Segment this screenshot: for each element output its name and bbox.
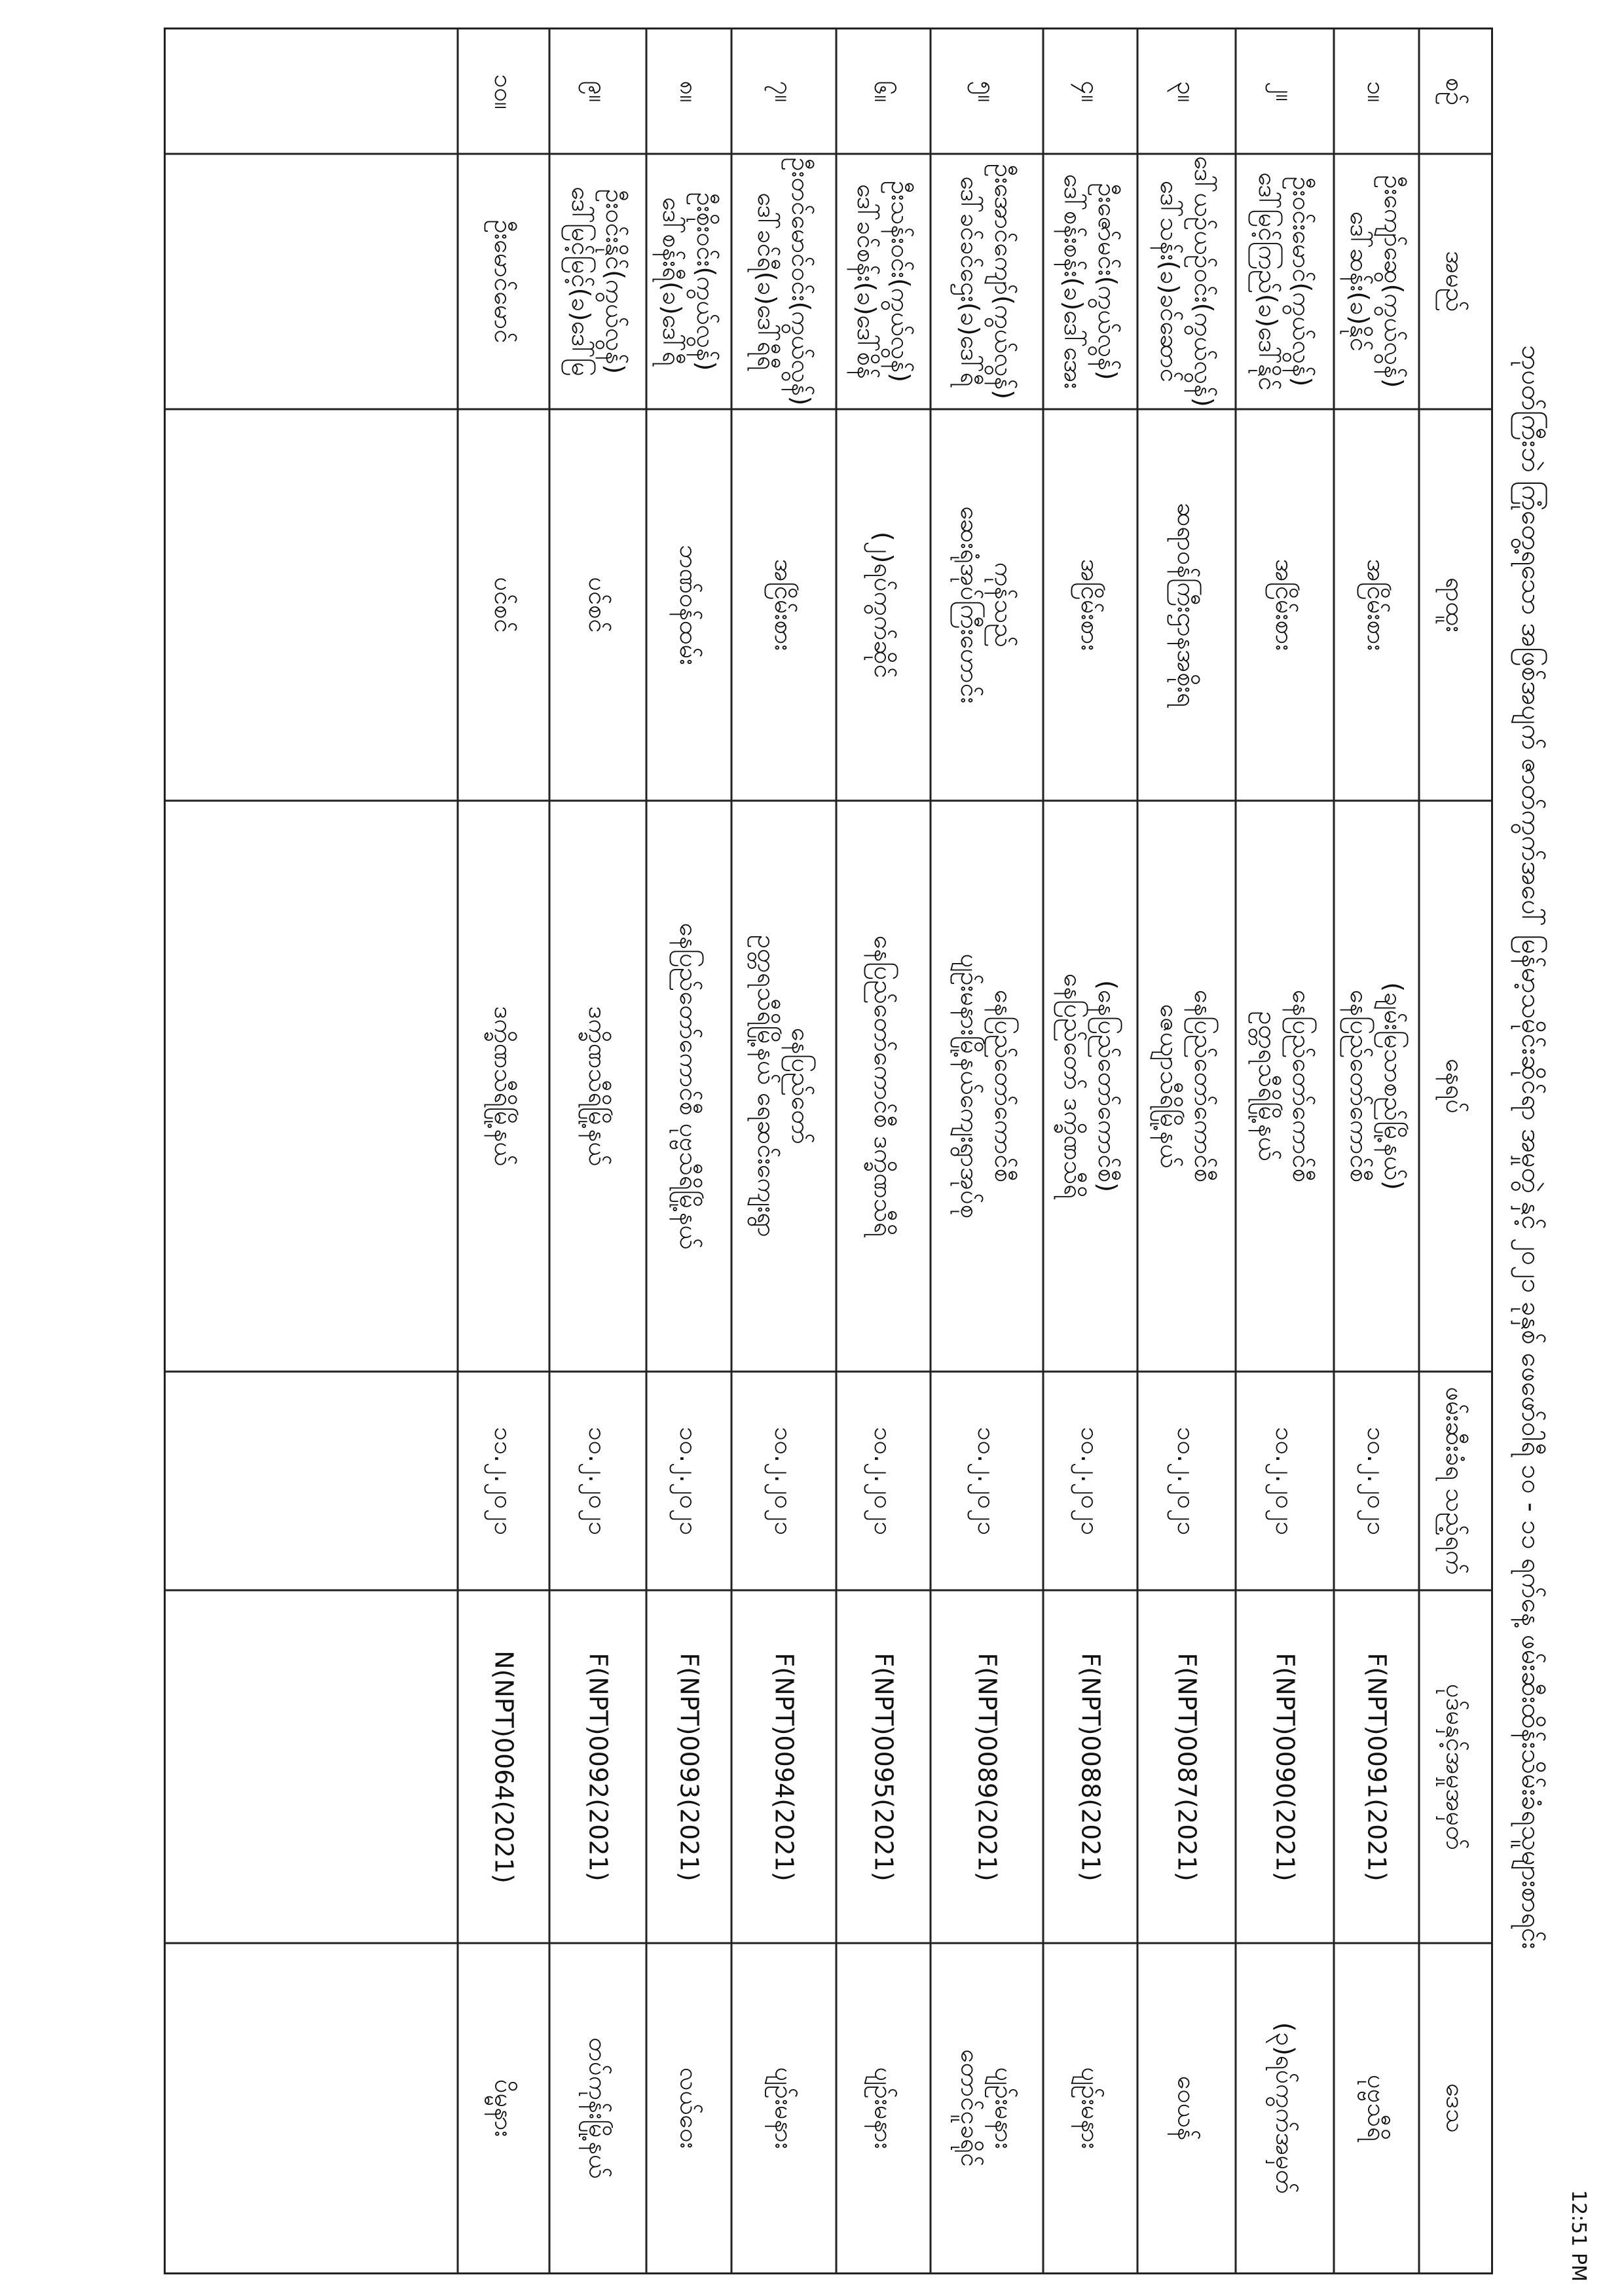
cell-address <box>652 807 726 1365</box>
cell-case <box>841 1597 925 1937</box>
cell-position <box>737 416 831 794</box>
cell-address-text: ဒက္ခိဏသီရိမြို့နယ် <box>489 1006 518 1167</box>
cell-name <box>1339 160 1414 403</box>
cell-date-text: ၁၀.၂.၂၀၂၁ <box>769 1427 798 1535</box>
cell-date-text: ၁၀.၂.၂၀၂၁ <box>1172 1427 1201 1535</box>
cell-date-text: ၁၀.၂.၂၀၂၁ <box>1076 1427 1105 1535</box>
cell-address-text: (ချမ်းမြသာစည်မြို့နယ်) <box>1379 982 1408 1190</box>
cell-region-text: တောင်ငူခရိုင် <box>955 2049 984 2167</box>
header-date-text: ဖမ်းဆီးခံရ သည့်ရက် <box>1441 1387 1469 1575</box>
cell-case <box>652 1597 726 1937</box>
cell-case <box>737 1597 831 1937</box>
cell-position-text: အငြိမ်းစား <box>1362 558 1391 651</box>
cell-case-text: F(NPT)0094(2021) <box>769 1652 798 1882</box>
cell-region-text: ပျဉ်းမနား <box>769 2066 798 2149</box>
cell-date <box>737 1378 831 1584</box>
cell-address-text: နေပြည်တော်ကောင်စီ <box>1189 989 1218 1183</box>
cell-name-text: ဒေါ်ခင်ခင်ဌေး(ခ)ဒေါ်ရီ <box>955 176 984 387</box>
cell-name-text: ဦးကျော်ဆွေ(ကွယ်လွန်) <box>1379 175 1408 388</box>
header-no-text: စဉ် <box>1441 77 1469 106</box>
cell-name <box>555 160 641 403</box>
cell-date-text: ၁၀.၂.၂၀၂၁ <box>1270 1427 1299 1535</box>
cell-no-text: ၈။ <box>674 81 703 103</box>
cell-address <box>737 807 831 1365</box>
cell-case <box>1143 1597 1230 1937</box>
cell-region-text: (၃)ရပ်ကွက်အမှတ် <box>1270 2022 1299 2194</box>
cell-no-text: ၇။ <box>769 81 798 103</box>
header-date <box>1424 1378 1486 1584</box>
cell-case <box>463 1597 544 1937</box>
cell-date <box>841 1378 925 1584</box>
cell-no-text: ၄။ <box>1076 81 1105 103</box>
cell-address-text: ဒက္ခိဏသီရိမြို့နယ် <box>583 1006 612 1167</box>
cell-no <box>936 36 1038 147</box>
header-case-text: ပုဒ်မနှင့်အမှုအမှတ် <box>1441 1683 1469 1850</box>
header-name <box>1424 160 1486 403</box>
cell-address <box>555 807 641 1365</box>
cell-no <box>463 36 544 147</box>
cell-date <box>936 1378 1038 1584</box>
cell-region <box>1143 1950 1230 2266</box>
cell-case-text: F(NPT)0095(2021) <box>869 1652 898 1882</box>
cell-position <box>936 416 1038 794</box>
header-no <box>1424 36 1486 147</box>
cell-address-text: နေပြည်တော် ဒက္ခိဏသီရိ <box>1059 973 1088 1199</box>
cell-no <box>1048 36 1132 147</box>
cell-case-text: F(NPT)0089(2021) <box>972 1652 1001 1882</box>
cell-name-text: ဒေါ်ယဉ်ယဉ်ဝင်း(ကွယ်လွန်) <box>1189 156 1218 407</box>
cell-name-text: ဒေါ်ခင်စန်း(ခ)ဒေါ်စိန် <box>852 184 881 379</box>
cell-date <box>1339 1378 1414 1584</box>
cell-region <box>1241 1950 1329 2266</box>
header-case <box>1424 1597 1486 1937</box>
cell-no-text: ၂။ <box>1270 81 1299 102</box>
document-title: ဘုပတ်ကြီးဘဲ ကြုံတွေ့ရသော အဖြစ်အပျက် ဇာတ်ကွက်အပေါ် မြန်မာ့သမိုင်းဆိုင်ရာ အမှုတွဲ နှင့် ၂၀၂၁ ခုနှစ် ဖေဖော်ဝါရီ ၁၀ - ၁၁ ရက်နေ့ ဖမ်းဆီးထိန်းသိမ်းခံရသူများစာရင်း <box>1516 344 1546 1950</box>
cell-position-text: ဆရာဝန်ကြီးဌာနအစိုးရ <box>1172 502 1201 708</box>
cell-position <box>1143 416 1230 794</box>
cell-address <box>1339 807 1414 1365</box>
cell-position-text: အငြိမ်းစား <box>1076 558 1105 651</box>
cell-region-text: ပျဉ်းမနား <box>1076 2066 1105 2149</box>
cell-case-text: F(NPT)0093(2021) <box>674 1652 703 1882</box>
header-address-text: နေရပ် <box>1441 1059 1469 1114</box>
cell-address-text: နေပြည်တော်ကောင်စီ <box>989 989 1018 1183</box>
cell-date-text: ၁၁.၂.၂၀၂၁ <box>489 1427 518 1535</box>
cell-no <box>1143 36 1230 147</box>
cell-case <box>555 1597 641 1937</box>
cell-address-text: နေပြည်တော် <box>786 1027 815 1145</box>
header-name-text: အမည် <box>1441 251 1469 312</box>
header-address <box>1424 807 1486 1365</box>
cell-name-text: ဦးဝင်းမောင်(ကွယ်လွန်) <box>1287 176 1316 387</box>
cell-name-text: ဒေါ်ခင်ရီ(ခ)ဒေါ်ရီရီ <box>752 192 781 371</box>
cell-position <box>555 416 641 794</box>
cell-address-text: ပျဉ်းမနားမြို့နယ်ကျေးရွာအုပ်စု <box>955 953 984 1219</box>
cell-position <box>1048 416 1132 794</box>
cell-position-text: ကုန်သည် <box>989 562 1018 648</box>
cell-address-text: နေပြည်တော်ကောင်စီ <box>1287 989 1316 1183</box>
cell-address <box>841 807 925 1365</box>
cell-region-text: တပ်ကုန်းမြို့နယ် <box>583 2037 612 2179</box>
cell-name <box>936 160 1038 403</box>
header-position <box>1424 416 1486 794</box>
cell-case-text: F(NPT)0092(2021) <box>583 1652 612 1882</box>
cell-date-text: ၁၀.၂.၂၀၂၁ <box>1362 1427 1391 1535</box>
header-region <box>1424 1950 1486 2266</box>
cell-case-text: F(NPT)0091(2021) <box>1362 1652 1391 1882</box>
cell-name-text: ဦးဇော်မင်း(ကွယ်လွန်) <box>1093 183 1122 380</box>
cell-no <box>1339 36 1414 147</box>
cell-no <box>555 36 641 147</box>
cell-region-text: ဝေယန် <box>1172 2075 1201 2140</box>
cell-no-text: ၉။ <box>583 81 612 103</box>
cell-address-text: ဇေယျာသီရိမြို့နယ် <box>1155 1004 1184 1169</box>
cell-region-text: ပျဉ်းမနား <box>989 2066 1018 2149</box>
cell-case <box>1048 1597 1132 1937</box>
cell-no <box>841 36 925 147</box>
cell-region <box>1048 1950 1132 2266</box>
cell-no-text: ၃။ <box>1172 81 1201 103</box>
cell-name-text: ဒေါ်မြင့်ကြည်(ခ)ဒေါ်နိုင် <box>1253 172 1282 391</box>
cell-region <box>555 1950 641 2266</box>
cell-date <box>463 1378 544 1584</box>
cell-name <box>1143 156 1230 407</box>
cell-address <box>463 807 544 1365</box>
cell-address <box>1241 807 1329 1365</box>
cell-position <box>1339 416 1414 794</box>
cell-region <box>463 1950 544 2266</box>
cell-region-text: ပုဗ္ဗသီရိ <box>1362 2074 1391 2141</box>
cell-date <box>555 1378 641 1584</box>
cell-position-text: ပင်စင် <box>489 577 518 633</box>
cell-position <box>1241 416 1329 794</box>
cell-case <box>1339 1597 1414 1937</box>
cell-name <box>1048 160 1132 403</box>
cell-date <box>1143 1378 1230 1584</box>
cell-name-text: ဦးမောင်မောင် <box>489 219 518 344</box>
cell-position-text: အငြိမ်းစား <box>1270 558 1299 651</box>
cell-name-text: ဦးဝင်းနိုင်(ကွယ်လွန်) <box>600 189 629 374</box>
cell-region <box>936 1950 1038 2266</box>
cell-case-text: F(NPT)0090(2021) <box>1270 1652 1299 1882</box>
cell-no <box>1241 36 1329 147</box>
cell-address <box>936 807 1038 1365</box>
cell-name <box>841 160 925 403</box>
cell-region <box>1339 1950 1414 2266</box>
cell-name-text: ဦးတင်မောင်ဝင်း(ကွယ်လွန်) <box>786 157 815 406</box>
cell-no <box>652 36 726 147</box>
cell-case <box>1241 1597 1329 1937</box>
cell-position-text: ပင်စင် <box>583 577 612 633</box>
cell-address <box>1143 807 1230 1365</box>
cell-no <box>737 36 831 147</box>
cell-date-text: ၁၀.၂.၂၀၂၁ <box>583 1427 612 1535</box>
cell-address-text: ဥတ္တရသီရိမြို့နယ် ရေဆင်းကျေးရွာ <box>752 935 781 1237</box>
cell-name-text: ဒေါ်ဆန်း(ခ)နိုင် <box>1345 211 1374 352</box>
cell-region-text: ပိမ္မနား <box>489 2079 518 2137</box>
cell-case-text: F(NPT)0088(2021) <box>1076 1652 1105 1882</box>
header-region-text: ဒေသ <box>1441 2083 1469 2133</box>
cell-address-text: ဥတ္တရသီရိမြို့နယ် <box>1253 1011 1282 1161</box>
cell-date-text: ၁၀.၂.၂၀၂၁ <box>674 1427 703 1535</box>
cell-region <box>737 1950 831 2266</box>
cell-address-text: နေပြည်တော်ကောင်စီ ဒက္ခိဏသီရိ <box>869 935 898 1237</box>
cell-name-text: ဒေါ်မြင့်မြင့်(ခ)ဒေါ်မြ <box>566 187 595 376</box>
cell-region-text: ပျဉ်းမနား <box>869 2066 898 2149</box>
cell-date <box>652 1378 726 1584</box>
cell-position-text: ဆေးရုံအုပ်ကြီးဟောင်း <box>955 506 984 704</box>
cell-address-text: နေပြည်တော်ကောင်စီ ပုဗ္ဗသီရိမြို့နယ် <box>674 922 703 1250</box>
cell-name-text: ဦးစိုးဝင်း(ကွယ်လွန်) <box>692 192 720 371</box>
header-position-text: ရာထူး <box>1441 577 1469 632</box>
cell-address <box>1048 807 1132 1365</box>
cell-position-text: (၂)ရပ်ကွက်ဆိုင် <box>869 532 898 678</box>
cell-name-text: ဦးအောင်ကျော်(ကွယ်လွန်) <box>989 164 1018 399</box>
cell-address-text: (နေပြည်တော်ကောင်စီ) <box>1093 980 1122 1192</box>
cell-name-text: ဒေါ်စန်းရီ(ခ)ဒေါ်ရီ <box>657 197 686 366</box>
cell-position-text: ဘဏ်ဝန်ထမ်း <box>674 545 703 665</box>
cell-region-text: လယ်ဝေး <box>674 2067 703 2149</box>
cell-name <box>463 160 544 403</box>
cell-name <box>737 157 831 406</box>
cell-name-text: ဒေါ်စန်းစန်း(ခ)ဒေါ်အေး <box>1059 173 1088 390</box>
timestamp: 12:51 PM <box>1567 2190 1590 2282</box>
cell-position <box>841 416 925 794</box>
cell-region <box>841 1950 925 2266</box>
cell-position <box>652 416 726 794</box>
cell-position-text: အငြိမ်းစား <box>769 558 798 651</box>
cell-case <box>936 1597 1038 1937</box>
cell-case-text: F(NPT)0087(2021) <box>1172 1652 1201 1882</box>
cell-no-text: ၁၀။ <box>489 73 518 110</box>
cell-date-text: ၁၀.၂.၂၀၂၁ <box>869 1427 898 1535</box>
cell-date-text: ၁၀.၂.၂၀၂၁ <box>972 1427 1001 1535</box>
cell-name <box>1241 160 1329 403</box>
cell-date <box>1241 1378 1329 1584</box>
cell-no-text: ၅။ <box>972 81 1001 103</box>
cell-case-text: N(NPT)0064(2021) <box>489 1650 518 1884</box>
cell-address-text: နေပြည်တော်ကောင်စီ <box>1345 989 1374 1183</box>
record-table <box>164 27 1493 2274</box>
cell-position <box>463 416 544 794</box>
cell-name <box>652 160 726 403</box>
cell-no-text: ၆။ <box>869 81 898 103</box>
cell-name-text: ဦးသန်းဝင်း(ကွယ်လွန်) <box>886 181 915 382</box>
cell-date <box>1048 1378 1132 1584</box>
cell-name-text: ဒေါ်သန်း(ခ)ခင်ဆောင် <box>1155 180 1184 383</box>
cell-no-text: ၁။ <box>1362 81 1391 103</box>
cell-region <box>652 1950 726 2266</box>
